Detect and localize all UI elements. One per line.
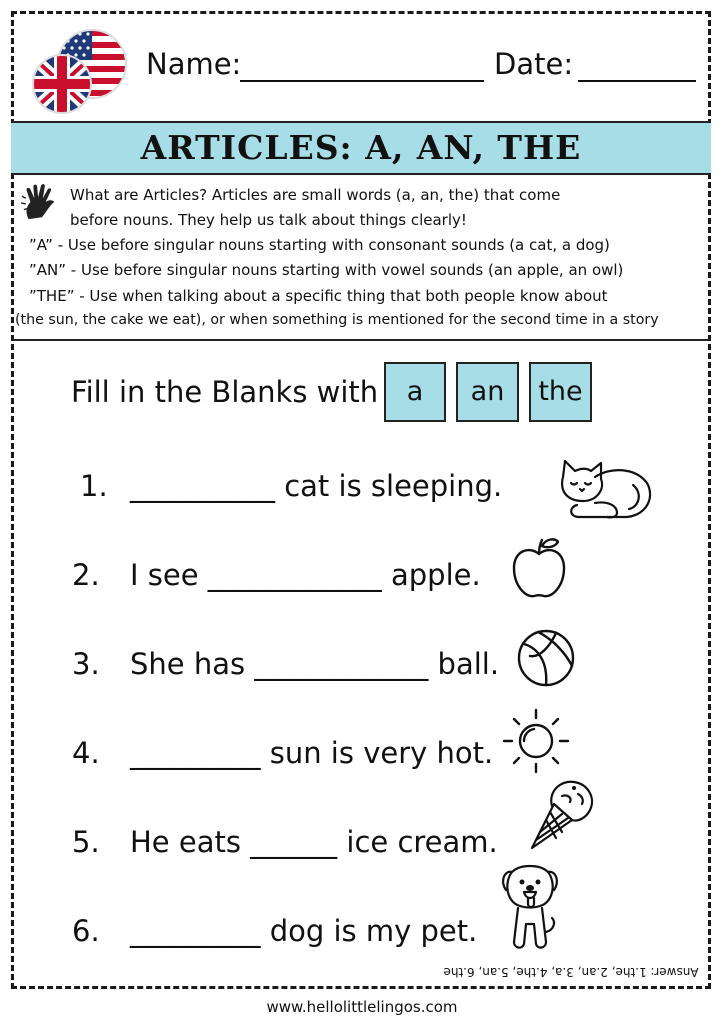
info-line: ”A” - Use before singular nouns starting with consonant sounds (a cat, a dog) <box>29 236 610 254</box>
question-number: 5. <box>72 825 100 859</box>
instruction-text: Fill in the Blanks with <box>71 375 379 409</box>
question-number: 4. <box>72 736 100 770</box>
info-box <box>11 175 711 341</box>
question-text[interactable]: I see ____________ apple. <box>130 558 481 592</box>
question-number: 1. <box>80 469 108 503</box>
option-the-box: the <box>529 362 592 422</box>
question-text[interactable]: She has ____________ ball. <box>130 647 500 681</box>
hand-icon <box>21 183 59 221</box>
option-an-box: an <box>456 362 519 422</box>
name-date-row <box>146 44 706 90</box>
name-field[interactable] <box>240 80 484 82</box>
info-line: What are Articles? Articles are small words (a, an, the) that come <box>70 186 561 204</box>
question-text[interactable]: __________ cat is sleeping. <box>130 469 503 503</box>
sun-icon <box>500 706 570 776</box>
footer-url[interactable]: www.hellolittlelingos.com <box>266 998 458 1016</box>
sleeping-cat-icon <box>555 455 655 525</box>
question-text[interactable]: He eats ______ ice cream. <box>130 825 498 859</box>
date-field[interactable] <box>578 80 696 82</box>
name-label: Name: <box>146 47 242 81</box>
option-a-box: a <box>384 362 446 422</box>
question-text[interactable]: _________ dog is my pet. <box>130 914 478 948</box>
page-title: ARTICLES: A, AN, THE <box>140 128 582 167</box>
apple-icon <box>510 536 568 600</box>
title-banner <box>11 121 711 175</box>
question-text[interactable]: _________ sun is very hot. <box>130 736 494 770</box>
ball-icon <box>516 628 576 688</box>
question-number: 3. <box>72 647 100 681</box>
dog-icon <box>500 862 560 954</box>
date-label: Date: <box>494 47 574 81</box>
question-number: 2. <box>72 558 100 592</box>
us-uk-flags-icon <box>26 26 130 116</box>
info-line: before nouns. They help us talk about things clearly! <box>70 211 467 229</box>
answer-key: Answer: 1.the, 2.an, 3.a, 4.the, 5.an, 6.the <box>443 965 699 979</box>
question-number: 6. <box>72 914 100 948</box>
ice-cream-icon <box>526 776 598 854</box>
info-line: ”AN” - Use before singular nouns starting with vowel sounds (an apple, an owl) <box>29 261 624 279</box>
info-line: (the sun, the cake we eat), or when something is mentioned for the second time in a story <box>15 312 659 328</box>
info-line: ”THE” - Use when talking about a specific thing that both people know about <box>29 287 608 305</box>
